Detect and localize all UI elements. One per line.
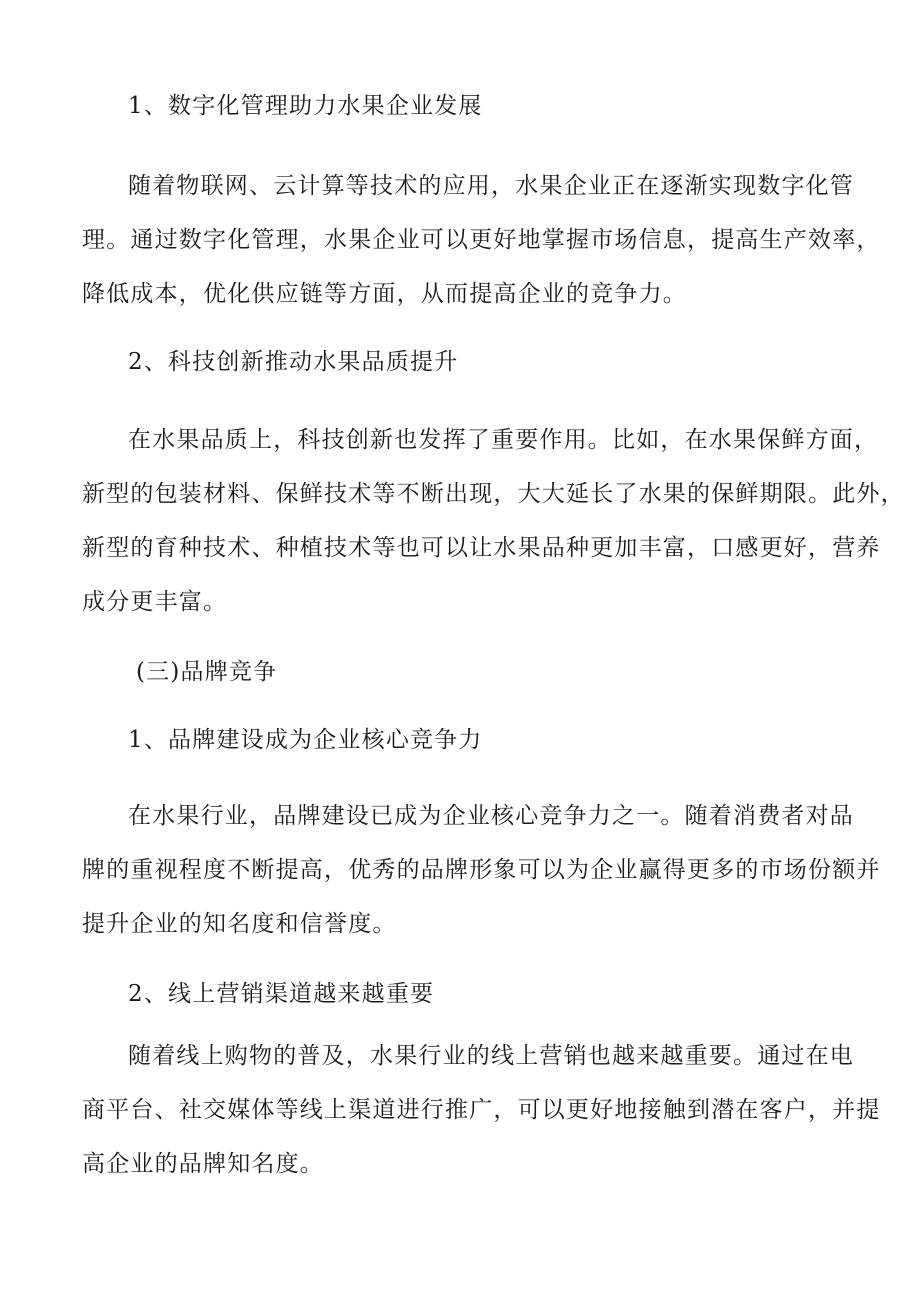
paragraph-line: 新型的包装材料、保鲜技术等不断出现，大大延长了水果的保鲜期限。此外， <box>82 481 905 507</box>
paragraph-line: 商平台、社交媒体等线上渠道进行推广，可以更好地接触到潜在客户，并提 <box>82 1097 881 1123</box>
paragraph-line: 提升企业的知名度和信誉度。 <box>82 911 397 937</box>
paragraph-line: 高企业的品牌知名度。 <box>82 1151 324 1177</box>
paragraph-line: 降低成本，优化供应链等方面，从而提高企业的竞争力。 <box>82 281 687 307</box>
paragraph-line: 在水果品质上，科技创新也发挥了重要作用。比如，在水果保鲜方面， <box>128 427 879 453</box>
section-heading: 1、数字化管理助力水果企业发展 <box>128 93 483 119</box>
section-heading: 1、品牌建设成为企业核心竞争力 <box>128 727 483 753</box>
paragraph-line: 新型的育种技术、种植技术等也可以让水果品种更加丰富，口感更好，营养 <box>82 535 881 561</box>
chapter-heading: (三)品牌竞争 <box>136 659 278 685</box>
paragraph-line: 在水果行业，品牌建设已成为企业核心竞争力之一。随着消费者对品 <box>128 803 854 829</box>
paragraph-line: 成分更丰富。 <box>82 589 228 615</box>
paragraph-line: 随着物联网、云计算等技术的应用，水果企业正在逐渐实现数字化管 <box>128 173 854 199</box>
paragraph-line: 牌的重视程度不断提高，优秀的品牌形象可以为企业赢得更多的市场份额并 <box>82 857 881 883</box>
paragraph-line: 理。通过数字化管理，水果企业可以更好地掌握市场信息，提高生产效率， <box>82 227 881 253</box>
paragraph-line: 随着线上购物的普及，水果行业的线上营销也越来越重要。通过在电 <box>128 1043 854 1069</box>
section-heading: 2、科技创新推动水果品质提升 <box>128 349 459 375</box>
section-heading: 2、线上营销渠道越来越重要 <box>128 981 435 1007</box>
